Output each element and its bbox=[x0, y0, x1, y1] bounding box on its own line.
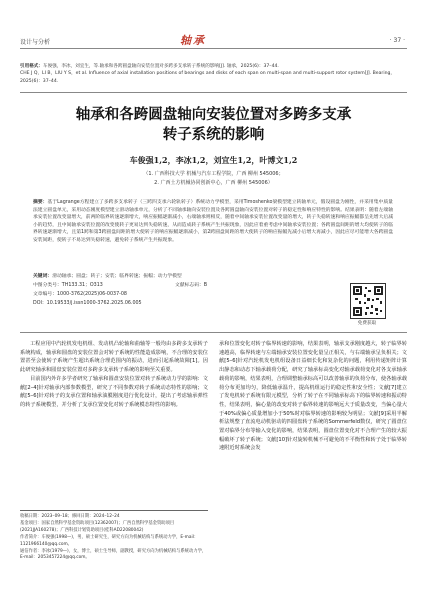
affiliation-2: 2. 广西土方机械协同创新中心，广西 柳州 545006） bbox=[154, 180, 273, 186]
citation-en: CHE J Q，LI B，LIU Y S，et al. Influence of axial installation positions of bearings and disks of each span on multi-span and multi-support rotor system[J]. Bearing，2025(6)：37–44. bbox=[20, 71, 396, 84]
fund-info: 基金项目：国家自然科学基金资助项目(12362007)；广西自然科学基金资助项目(2021JJA160278)；广西科技计划资助项目(桂科AD22080042) bbox=[20, 520, 175, 533]
clc-number: 中图分类号：TH133.31；O313 bbox=[33, 283, 103, 288]
citation-zh: 车俊强，李冰，刘宜生，等.轴承和各跨圆盘轴向安装位置对多跨多支承转子系统的影响[J]. 轴承，2025(6)：37–44. bbox=[42, 64, 279, 69]
body-left-column bbox=[20, 340, 208, 410]
keywords bbox=[33, 272, 333, 279]
qr-caption: 免费获取 bbox=[357, 321, 377, 326]
abstract bbox=[33, 199, 393, 245]
citation-block bbox=[20, 63, 407, 85]
author-bio: 作者简介：车俊强(1998—)，男，硕士研究生，研究方向为机械结构与系统动力学，E-mail：1121966140@qq.com。 bbox=[20, 534, 199, 547]
right-paragraph-1: 承和位置变化对转子临界转速的影响，结果表明，轴承支承刚度越大，转子临界转速越高，临界转速与左端轴承安装位置变化量呈正相关，与右端轴承呈负相关；文献[5–6]针对汽轮机发电机组设备日益细长化和复杂化的问题，利用传递矩阵计算出静态和动态下轴承载荷分配，研究了轴承标高变化对轴承载荷变化对各支承轴承载荷的影响，结果表明，合理调整轴承标高可以改善轴承的负荷分布，使各轴承载荷分布更加均匀，降低轴承温升，提高机组运行的稳定性和安全性；文献[7]建立了发电机转子系统有限元模型，分析了转子在不同轴承标高下的临界转速和振动特性，结果表明，偏心量的改变对转子临界转速的影响远大于质量改变，当偏心量大于40%或偏心质量增加小于50%时对临界转速的影响较为明显；文献[9]采用半解析法规整了直流电动机驱动的四圆盘转子系统的Sommerfeld数仅，研究了圆盘位置对临界分布等输入变化的影响，结果表明，圆盘位置变化对不合理产生的较大振幅破坏了转子系统；文献[10]针对旋转机械不可避免的不平衡性和转子处于临界转速附近时系统会发 bbox=[219, 341, 407, 452]
paper-title bbox=[20, 105, 407, 145]
received-date: 收稿日期：2023–09–18；修回日期：2024–12–24 bbox=[20, 514, 120, 519]
footnotes bbox=[20, 514, 208, 562]
page-number: · 37 · bbox=[389, 37, 405, 44]
abstract-label: 摘要： bbox=[33, 200, 48, 205]
body-rule bbox=[20, 332, 407, 333]
body-right-column bbox=[219, 340, 407, 453]
title-line-2: 转子系统的影响 bbox=[162, 126, 265, 143]
abstract-text: 基于Lagrange方程建立了多跨多支承转子（三跨四支承六轮轨转子）系统动力学模型，采用Timoshenko梁模型建立转轴单元，假设圆盘为刚性，并采用集中质量法建立圆盘单元，采用动态刚度模型建立滑动轴承单元，分析了不同轴承轴向安装位置及各跨圆盘轴向安装位置对转子的稳定性和响应特性的影响。结果表明：随着左端轴承安装位置改变量增大，前两阶临界转速逐渐增大，响应振幅逐渐减小，右端轴承则相反，随着中间轴承安装位置改变量的增大，转子失稳转速和响应振幅都呈先增大后减小的趋势，且中间轴承安装位置的改变使转子更易达到失稳转速，从而造成转子系统产生共振现象，因此应着重考虑中间轴承安装位置；各跨圆盘间距的增大均使转子的临界转速逐渐增大，且第1跨和第3跨圆盘间距的增大使转子的响应振幅逐渐减小，第2跨圆盘间距的增大使转子的响应振幅先减小后增大再减小，因此应尽可能增大各跨圆盘安装间距，使转子不易达到失稳转速，避免转子系统产生共振现象。 bbox=[33, 200, 393, 243]
document-code: 文献标志码：B bbox=[175, 283, 208, 288]
header-rule bbox=[20, 48, 407, 49]
corresponding-author: 通信作者：李冰(1979—)，女，博士，硕士生导师，副教授，研究方向为机械结构与系统动力学，E-mail：2053457224@qq.com。 bbox=[20, 548, 207, 561]
footnote-rule bbox=[20, 510, 208, 511]
affiliation-1: （1. 广西科技大学 机械与汽车工程学院，广西 柳州 545006； bbox=[143, 171, 284, 177]
keywords-label: 关键词： bbox=[33, 274, 53, 279]
keywords-text: 滑动轴承；圆盘；转子；安装；临界转速；振幅；动力学模型 bbox=[52, 274, 182, 279]
authors: 车俊强1,2，李冰1,2，刘宜生1,2，叶博文1,2 bbox=[129, 155, 298, 165]
title-line-1: 轴承和各跨圆盘轴向安装位置对多跨多支承 bbox=[75, 106, 352, 123]
article-number: 文章编号：1000-3762(2025)06-0037-08 bbox=[33, 292, 127, 297]
citation-rule bbox=[20, 92, 407, 93]
doi[interactable]: DOI：10.19533/j.issn1000-3762.2025.06.005 bbox=[33, 301, 142, 306]
qr-code-icon[interactable] bbox=[350, 283, 386, 319]
journal-logo: 轴承 bbox=[180, 34, 206, 47]
left-paragraph-2: 目前国内外许多学者研究了轴承和圆盘安装位置对转子系统动力学的影响：文献[2–4]针对轴承内部参数模型，研究了不同参数对转子系统动态特性的影响；文献[5–6]针对转子的支承位置和轴承油膜刚度进行优化设计，提出了考虑轴承弹性的转子系统模型，并分析了支承位置变化对转子系统模态特性的影响。 bbox=[20, 375, 208, 408]
citation-label: 引用格式： bbox=[20, 64, 43, 69]
left-paragraph-1: 工程应用中汽轮机发电机组、发动机凸轮轴和曲轴等一般均由多跨多支承转子系统构成，轴承和圆盘的安装位置会对转子系统的性能造成影响，不合理的安装位置甚至会使转子系统产生超出系统合理范围内的振动，进而引起系统故障[1]。因此研究轴承和圆盘安装位置对多跨多支承转子系统的影响至关重要。 bbox=[20, 341, 208, 374]
journal-section: 设计与分析 bbox=[20, 39, 51, 46]
